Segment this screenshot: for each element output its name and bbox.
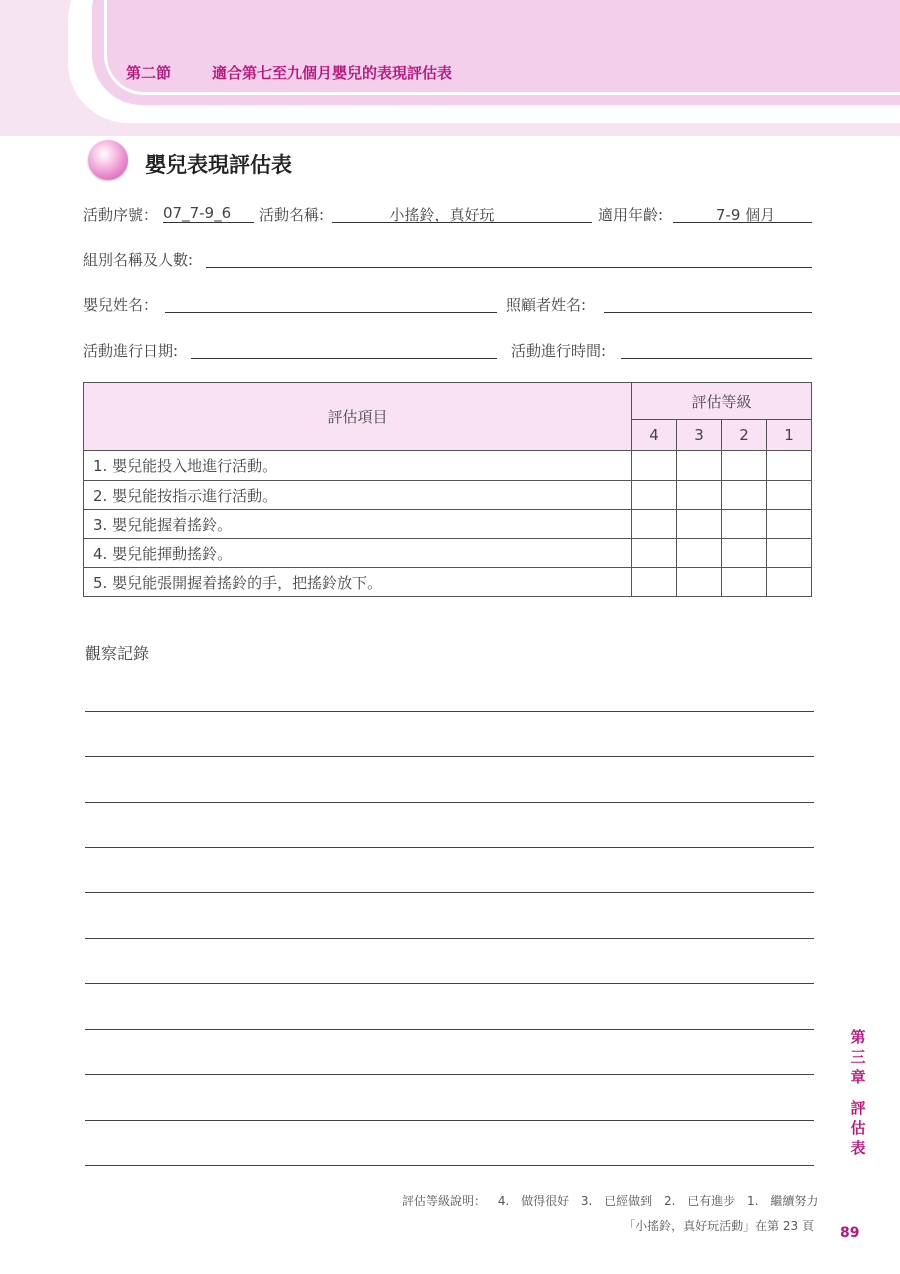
activity-name-label: 活動名稱: bbox=[259, 206, 325, 224]
time-label: 活動進行時間: bbox=[511, 342, 607, 360]
activity-no-line bbox=[163, 222, 254, 223]
age-label: 適用年齡: bbox=[598, 206, 664, 224]
item-label: 1. 嬰兒能投入地進行活動。 bbox=[84, 451, 632, 481]
side-chapter-char: 三 bbox=[850, 1048, 866, 1066]
grade-3-header: 3 bbox=[677, 420, 722, 451]
grade-cell[interactable] bbox=[767, 510, 812, 539]
grade-legend: 評估等級說明： 4. 做得很好 3. 已經做到 2. 已有進步 1. 繼續努力 bbox=[402, 1194, 819, 1208]
table-row bbox=[84, 568, 812, 597]
evaluation-table bbox=[83, 382, 812, 597]
grade-cell[interactable] bbox=[767, 481, 812, 510]
side-label-char: 估 bbox=[850, 1119, 866, 1137]
pink-ball-icon bbox=[88, 140, 128, 180]
grade-cell[interactable] bbox=[722, 568, 767, 597]
grade-header: 評估等級 bbox=[632, 383, 812, 420]
date-field[interactable] bbox=[191, 358, 497, 359]
side-label-char: 表 bbox=[850, 1139, 866, 1157]
item-label: 5. 嬰兒能張開握着搖鈴的手，把搖鈴放下。 bbox=[84, 568, 632, 597]
grade-cell[interactable] bbox=[632, 451, 677, 481]
grade-cell[interactable] bbox=[677, 451, 722, 481]
grade-cell[interactable] bbox=[722, 451, 767, 481]
page-reference: 「小搖鈴，真好玩活動」在第 23 頁 bbox=[623, 1219, 814, 1233]
group-field[interactable] bbox=[206, 267, 812, 268]
observation-line[interactable] bbox=[85, 1074, 814, 1075]
side-label-char: 評 bbox=[850, 1099, 866, 1117]
observation-line[interactable] bbox=[85, 938, 814, 939]
grade-4-header: 4 bbox=[632, 420, 677, 451]
table-row bbox=[84, 539, 812, 568]
observation-line[interactable] bbox=[85, 1120, 814, 1121]
section-title: 適合第七至九個月嬰兒的表現評估表 bbox=[212, 64, 453, 82]
page-title: 嬰兒表現評估表 bbox=[145, 153, 292, 177]
item-label: 4. 嬰兒能揮動搖鈴。 bbox=[84, 539, 632, 568]
grade-cell[interactable] bbox=[677, 539, 722, 568]
section-label: 第二節 bbox=[126, 64, 172, 82]
page-number: 89 bbox=[840, 1225, 860, 1241]
side-chapter-char: 章 bbox=[850, 1068, 866, 1086]
table-row bbox=[84, 451, 812, 481]
grade-cell[interactable] bbox=[767, 539, 812, 568]
grade-cell[interactable] bbox=[722, 539, 767, 568]
grade-cell[interactable] bbox=[632, 539, 677, 568]
grade-cell[interactable] bbox=[677, 510, 722, 539]
observation-line[interactable] bbox=[85, 847, 814, 848]
grade-2-header: 2 bbox=[722, 420, 767, 451]
item-label: 3. 嬰兒能握着搖鈴。 bbox=[84, 510, 632, 539]
grade-cell[interactable] bbox=[722, 481, 767, 510]
caregiver-label: 照顧者姓名: bbox=[506, 296, 587, 314]
baby-name-field[interactable] bbox=[165, 312, 497, 313]
table-row bbox=[84, 481, 812, 510]
grade-cell[interactable] bbox=[677, 568, 722, 597]
item-label: 2. 嬰兒能按指示進行活動。 bbox=[84, 481, 632, 510]
item-header: 評估項目 bbox=[84, 383, 632, 451]
activity-no-value: 07_7-9_6 bbox=[163, 204, 232, 222]
observation-line[interactable] bbox=[85, 711, 814, 712]
grade-cell[interactable] bbox=[632, 510, 677, 539]
grade-cell[interactable] bbox=[767, 568, 812, 597]
side-chapter-char: 第 bbox=[850, 1028, 866, 1046]
grade-cell[interactable] bbox=[632, 568, 677, 597]
table-row bbox=[84, 510, 812, 539]
grade-1-header: 1 bbox=[767, 420, 812, 451]
observation-line[interactable] bbox=[85, 1029, 814, 1030]
observation-line[interactable] bbox=[85, 892, 814, 893]
observation-title: 觀察記錄 bbox=[85, 644, 150, 663]
date-label: 活動進行日期: bbox=[83, 342, 179, 360]
caregiver-field[interactable] bbox=[604, 312, 812, 313]
time-field[interactable] bbox=[621, 358, 812, 359]
activity-name-value: 小搖鈴，真好玩 bbox=[389, 206, 495, 224]
observation-line[interactable] bbox=[85, 1165, 814, 1166]
observation-line[interactable] bbox=[85, 983, 814, 984]
grade-cell[interactable] bbox=[767, 451, 812, 481]
grade-cell[interactable] bbox=[632, 481, 677, 510]
activity-no-label: 活動序號： bbox=[83, 206, 159, 224]
grade-cell[interactable] bbox=[677, 481, 722, 510]
age-value: 7-9 個月 bbox=[715, 206, 776, 224]
observation-line[interactable] bbox=[85, 802, 814, 803]
baby-name-label: 嬰兒姓名： bbox=[83, 296, 159, 314]
group-label: 組別名稱及人數: bbox=[83, 251, 194, 269]
grade-cell[interactable] bbox=[722, 510, 767, 539]
observation-line[interactable] bbox=[85, 756, 814, 757]
